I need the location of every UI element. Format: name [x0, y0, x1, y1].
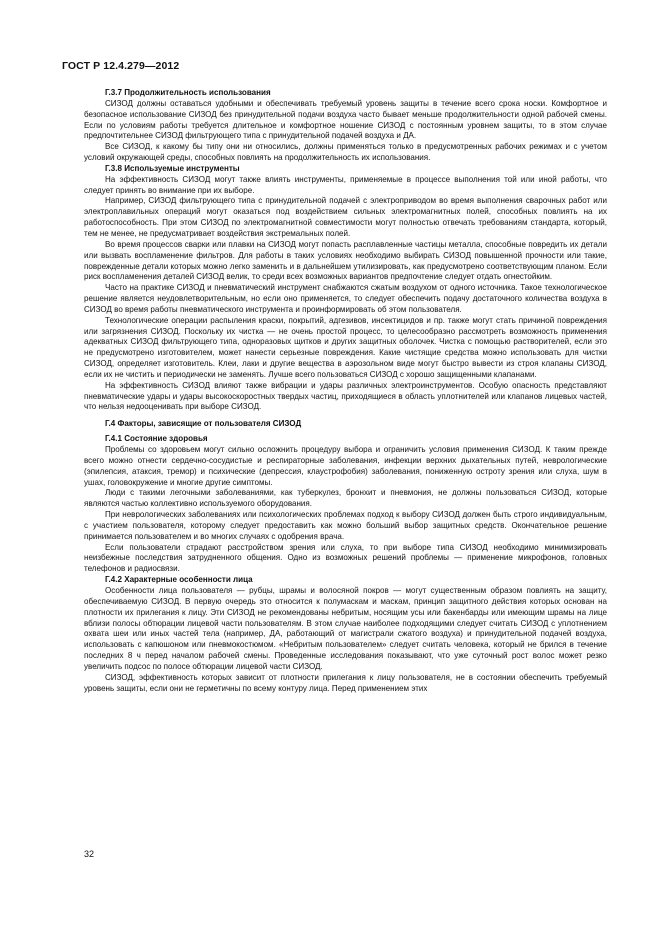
document-header: ГОСТ Р 12.4.279—2012: [62, 60, 180, 72]
paragraph: Во время процессов сварки или плавки на СИЗОД могут попасть расплавленные частицы металла, способные повредить их детали или вызвать воспламенение фильтров. Для работы в таких условиях необходимо выбирать СИЗОД повышенной прочности или такие, поврежденные детали которых можно легко заменить и в дальнейшем утилизировать, как предусмотрено соответствующим планом. Если риск воспламенения деталей СИЗОД велик, то среди всех возможных вариантов предпочтение следует отдать огнестойким.: [84, 239, 607, 282]
paragraph: Например, СИЗОД фильтрующего типа с принудительной подачей с электроприводом во время выполнения сварочных работ или электроплавильных операций могут оказаться под воздействием сильных электромагнитных полей, способных повлиять на их работоспособность. При этом СИЗОД по электромагнитной совместимости могут полностью отвечать требованиям стандарта, который, тем не менее, не предусматривает воздействия экстремальных полей.: [84, 196, 607, 238]
subsection-heading: Г.3.7 Продолжительность использования: [105, 88, 271, 97]
paragraph: СИЗОД должны оставаться удобными и обеспечивать требуемый уровень защиты в течение всего срока носки. Комфортное и безопасное использование СИЗОД без принудительной подачи воздуха часто бывает меньше продолжительности одной рабочей смены. Если по условиям работы требуется длительное и комфортное ношение СИЗОД с постоянным уровнем защиты, то в этом случае предпочтительнее СИЗОД фильтрующего типа с принудительной подачей воздуха и ДА.: [84, 98, 607, 141]
section-heading: Г.4 Факторы, зависящие от пользователя СИЗОД: [105, 419, 302, 429]
paragraph: Особенности лица пользователя — рубцы, шрамы и волосяной покров — могут существенным образом повлиять на защиту, обеспечиваемую СИЗОД. В первую очередь это относится к полумаскам и маскам, принцип защитного действия которых основан на плотности их прилегания к лицу. Эти СИЗОД не рекомендованы небритым, носящим усы или бакенбарды или имеющим шрамы на лице вблизи полосы обтюрации лицевой части пользователям. В этом случае наиболее подходящими следует считать СИЗОД с уплотнением охвата шеи или иных частей тела (например, ДА, работающий от магистрали сжатого воздуха) и принудительной подачей воздуха, использовать с капюшоном или пневмокостюмом. «Небритым пользователем» следует считать человека, который не брился в течение последних 8 ч перед началом рабочей смены. Проведенные исследования показывают, что уже суточный рост волос может резко увеличить подсос по полосе обтюрации лицевой части СИЗОД.: [84, 585, 607, 671]
paragraph: Технологические операции распыления краски, покрытий, адгезивов, инсектицидов и пр. также могут стать причиной повреждения или загрязнения СИЗОД. Поскольку их чистка — не очень простой процесс, то целесообразно рассмотреть возможность применения адекватных СИЗОД фильтрующего типа, одноразовых щитков и других защитных оболочек. Чистка с помощью растворителей, если это не предусмотрено изготовителем, может нанести серьезные повреждения. Какие чистящие средства можно использовать для чистки СИЗОД, определяет изготовитель. Клеи, лаки и другие вещества в аэрозольном виде могут быстро вывести из строя клапаны СИЗОД, если их не чистить и периодически не заменять. Лучше всего пользоваться СИЗОД с хорошо защищенными клапанами.: [84, 315, 607, 379]
paragraph: При неврологических заболеваниях или психологических проблемах подход к выбору СИЗОД должен быть строго индивидуальным, с участием пользователя, которому следует предоставить как можно больший выбор защитных средств. Окончательное решение принимается пользователем и во многих случаях с одобрения врача.: [84, 510, 607, 541]
paragraph: На эффективность СИЗОД могут также влиять инструменты, применяемые в процессе выполнения той или иной работы, что следует принять во внимание при их выборе.: [84, 174, 607, 195]
paragraph: СИЗОД, эффективность которых зависит от плотности прилегания к лицу пользователя, не в состоянии обеспечить требуемый уровень защиты, если они не герметичны по всему контуру лица. Перед применением этих: [84, 672, 607, 693]
paragraph: На эффективность СИЗОД влияют также вибрации и удары различных электроинструментов. Особую опасность представляют пневматические удары и удары высокоскоростных твердых частиц, приходящиеся в область уплотнителей или клапанов лицевых частей, что нельзя недооценивать при выборе СИЗОД.: [84, 380, 607, 412]
paragraph: Проблемы со здоровьем могут сильно осложнить процедуру выбора и ограничить условия применения СИЗОД. К таким прежде всего можно отнести сердечно-сосудистые и респираторные заболевания, инфекции верхних дыхательных путей, неврологические (эпилепсия, атаксия, тремор) и психические (депрессия, клаустрофобия) заболевания, пониженную остроту зрения или слуха, шум в ушах, головокружение и многие другие симптомы.: [84, 445, 607, 487]
page-number: 32: [84, 849, 95, 859]
subsection-heading: Г.4.1 Состояние здоровья: [105, 434, 208, 444]
paragraph: Люди с такими легочными заболеваниями, как туберкулез, бронхит и пневмония, не должны пользоваться СИЗОД, которые являются частью коллективно используемого оборудования.: [84, 488, 607, 509]
paragraph: Часто на практике СИЗОД и пневматический инструмент снабжаются сжатым воздухом от одного источника. Такое технологическое решение является неудовлетворительным, но если оно применяется, то следует обеспечить подачу достаточного количества воздуха в СИЗОД во время работы пневматического инструмента и проинформировать об этом пользователя.: [84, 283, 607, 314]
document-body: [84, 88, 607, 694]
subsection-heading: Г.4.2 Характерные особенности лица: [105, 575, 253, 585]
paragraph: Если пользователи страдают расстройством зрения или слуха, то при выборе типа СИЗОД необходимо минимизировать неизбежные последствия затрудненного общения. Одно из возможных решений проблемы — применение микрофонов, головных телефонов и радиосвязи.: [84, 542, 607, 574]
paragraph: Все СИЗОД, к какому бы типу они ни относились, должны применяться только в предусмотренных рабочих режимах и с учетом условий окружающей среды, способных повлиять на продолжительность их использования.: [84, 142, 607, 163]
subsection-heading: Г.3.8 Используемые инструменты: [105, 163, 240, 173]
